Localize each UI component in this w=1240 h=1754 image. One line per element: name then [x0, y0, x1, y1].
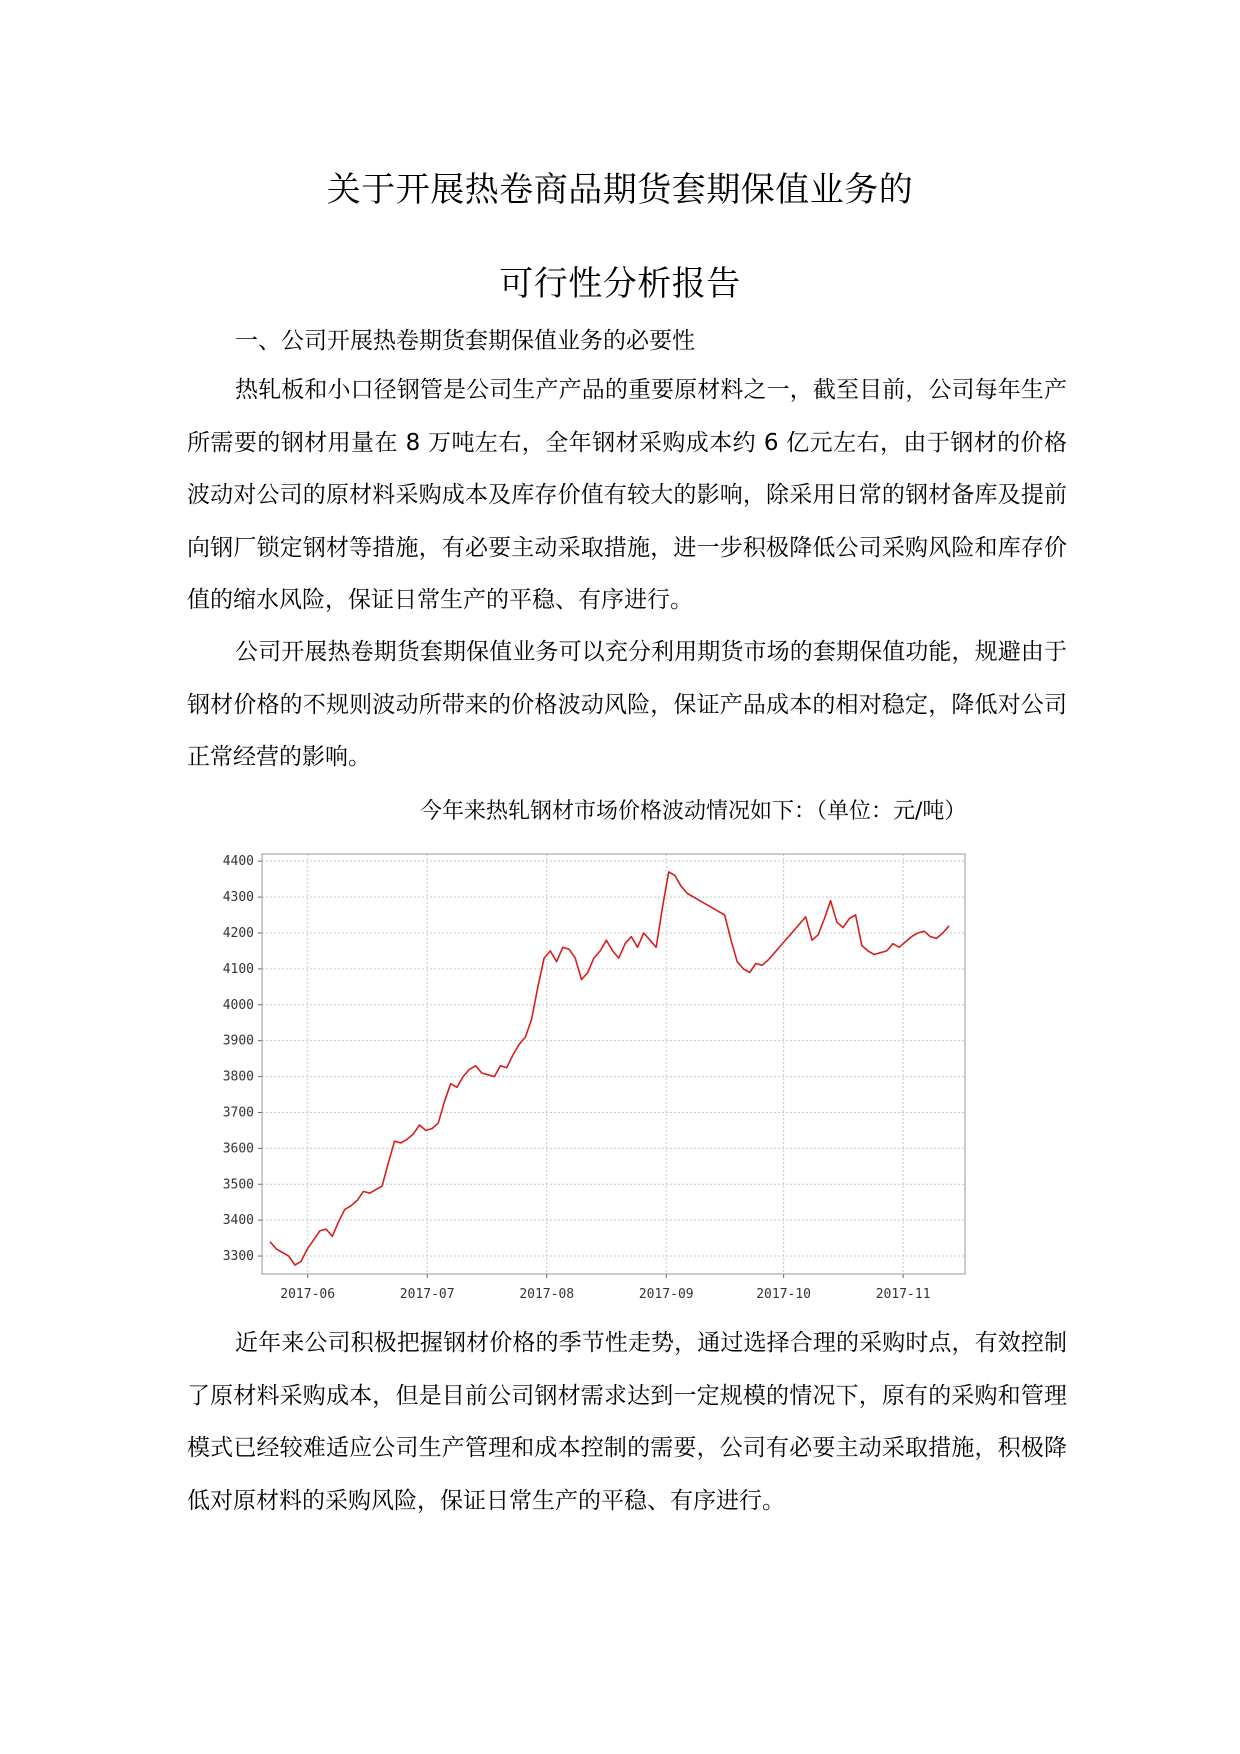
chart-caption: 今年来热轧钢材市场价格波动情况如下：（单位：元/吨）	[420, 799, 967, 824]
price-series-line	[270, 872, 949, 1265]
x-tick-label: 2017-11	[875, 1287, 931, 1302]
section-heading: 一、公司开展热卷期货套期保值业务的必要性	[235, 328, 695, 354]
x-tick-label: 2017-06	[280, 1287, 336, 1302]
x-tick-label: 2017-09	[638, 1287, 694, 1302]
y-tick-label: 3800	[222, 1069, 254, 1085]
document-title-line2: 可行性分析报告	[499, 264, 741, 304]
chart-axes	[258, 854, 965, 1278]
chart-grid	[262, 854, 965, 1274]
y-tick-label: 4300	[222, 890, 254, 906]
y-tick-label: 3900	[222, 1033, 254, 1049]
paragraph-3: 近年来公司积极把握钢材价格的季节性走势，通过选择合理的采购时点，有效控制了原材料采购成本，但是目前公司钢材需求达到一定规模的情况下，原有的采购和管理模式已经较难适应公司生产管理和成本控制的需要，公司有必要主动采取措施，积极降低对原材料的采购风险，保证日常生产的平稳、有序进行。	[187, 1330, 1067, 1514]
y-tick-label: 4100	[222, 961, 254, 977]
paragraph-1: 热轧板和小口径钢管是公司生产产品的重要原材料之一，截至目前，公司每年生产所需要的钢材用量在 8 万吨左右，全年钢材采购成本约 6 亿元左右，由于钢材的价格波动对公司的原材料采购成本及库存价值有较大的影响，除采用日常的钢材备库及提前向钢厂锁定钢材等措施，有必要主动采取措施，进一步积极降低公司采购风险和库存价值的缩水风险，保证日常生产的平稳、有序进行。	[187, 377, 1067, 613]
y-tick-label: 4400	[222, 854, 254, 870]
x-tick-labels	[280, 1287, 930, 1302]
y-tick-label: 3600	[222, 1141, 254, 1157]
document-title-line1: 关于开展热卷商品期货套期保值业务的	[326, 170, 914, 210]
price-chart-svg	[205, 840, 985, 1310]
y-tick-label: 3500	[222, 1177, 254, 1193]
y-tick-label: 4200	[222, 925, 254, 941]
plot-frame	[262, 854, 965, 1274]
chart-series	[270, 872, 949, 1265]
y-tick-label: 3400	[222, 1213, 254, 1229]
x-tick-label: 2017-07	[399, 1287, 455, 1302]
price-chart	[205, 840, 985, 1310]
y-tick-label: 4000	[222, 997, 254, 1013]
x-tick-label: 2017-10	[756, 1287, 812, 1302]
y-tick-label: 3700	[222, 1105, 254, 1121]
y-tick-label: 3300	[222, 1249, 254, 1265]
paragraph-2: 公司开展热卷期货套期保值业务可以充分利用期货市场的套期保值功能，规避由于钢材价格的不规则波动所带来的价格波动风险，保证产品成本的相对稳定，降低对公司正常经营的影响。	[187, 639, 1067, 770]
x-tick-label: 2017-08	[519, 1287, 575, 1302]
y-tick-labels	[223, 854, 254, 1264]
